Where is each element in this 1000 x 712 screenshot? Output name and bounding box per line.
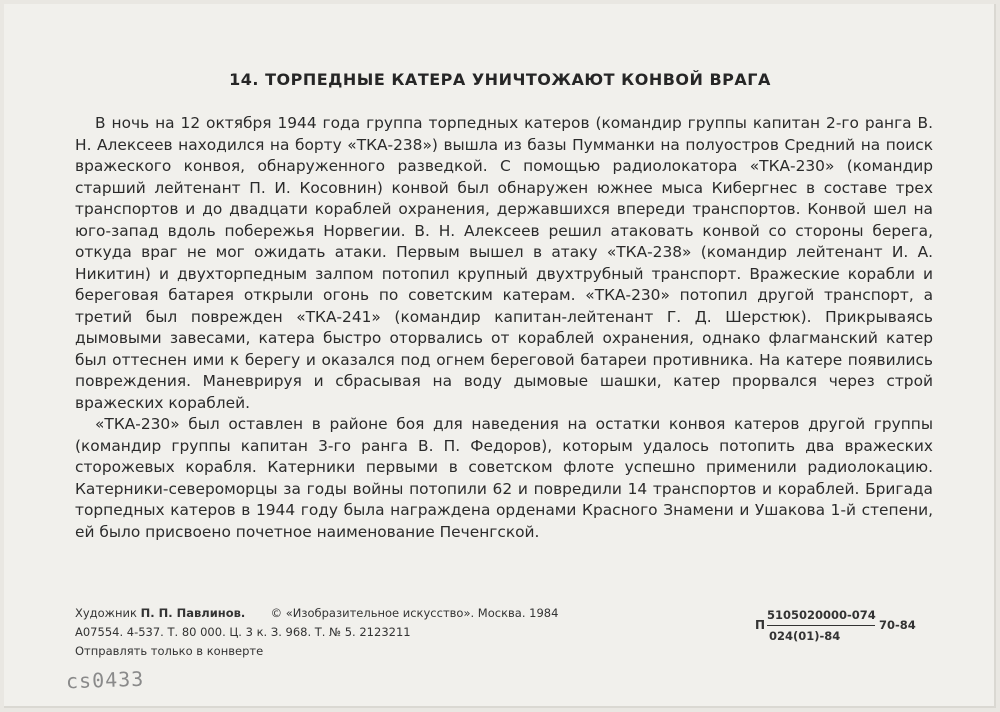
index-numerator: 5105020000-074 (767, 608, 876, 622)
copyright-text: © «Изобразительное искусство». Москва. 1984 (270, 606, 559, 620)
mail-note: Отправлять только в конверте (75, 644, 264, 658)
imprint-row-artist (75, 604, 558, 623)
index-denominator: 024(01)-84 (769, 629, 841, 643)
artist-label: Художник (75, 606, 137, 620)
handwritten-inventory-code: cs0433 (65, 666, 145, 694)
artist-name: П. П. Павлинов. (140, 606, 246, 620)
imprint-block (75, 604, 558, 661)
paragraph-2: «ТКА-230» был оставлен в районе боя для наведения на остатки конвоя катеров другой группы (командир группы капитан 3-го ранга В. П. Федоров), которым удалось потопить два вражеских сторожевых корабля. Катерники первыми в советском флоте успешно применили радиолокацию. Катерники-североморцы за годы войны потопили 62 и повредили 14 транспортов и кораблей. Бригада торпедных катеров в 1944 году была награждена орденами Красного Знамени и Ушакова 1-й степени, ей было присвоено почетное наименование Печенгской. (75, 415, 933, 541)
index-fraction-line (767, 625, 875, 626)
paragraph-1: В ночь на 12 октября 1944 года группа торпедных катеров (командир группы капитан 2-го ранга В. Н. Алексеев находился на борту «ТКА-238») вышла из базы Пумманки на полуостров Средний на поиск вражеского конвоя, обнаруженного разведкой. С помощью радиолокатора «ТКА-230» (командир старший лейтенант П. И. Косовнин) конвой был обнаружен южнее мыса Кибергнес в составе трех транспортов и до двадцати кораблей охранения, державшихся впереди транспортов. Конвой шел на юго-запад вдоль побережья Норвегии. В. Н. Алексеев решил атаковать конвой со стороны берега, откуда враг не мог ожидать атаки. Первым вышел в атаку «ТКА-238» (командир лейтенант И. А. Никитин) и двухторпедным залпом потопил крупный двухтрубный транспорт. Вражеские корабли и береговая батарея открыли огонь по советским катерам. «ТКА-230» потопил другой транспорт, а третий был поврежден «ТКА-241» (командир капитан-лейтенант Г. Д. Шерстюк). Прикрываясь дымовыми завесами, катера быстро оторвались от кораблей охранения, однако флагманский катер был оттеснен ими к берегу и оказался под огнем береговой батареи противника. На катере появились повреждения. Маневрируя и сбрасывая на воду дымовые шашки, катер прорвался через строй вражеских кораблей. (75, 114, 933, 412)
print-info: А07554. 4-537. Т. 80 000. Ц. 3 к. З. 968. Т. № 5. 2123211 (75, 625, 411, 639)
page-title: 14. ТОРПЕДНЫЕ КАТЕРА УНИЧТОЖАЮТ КОНВОЙ ВРАГА (229, 70, 771, 89)
article-body (75, 113, 933, 543)
price-index (755, 608, 935, 648)
index-suffix: 70-84 (879, 618, 916, 632)
index-prefix: П (755, 618, 766, 632)
